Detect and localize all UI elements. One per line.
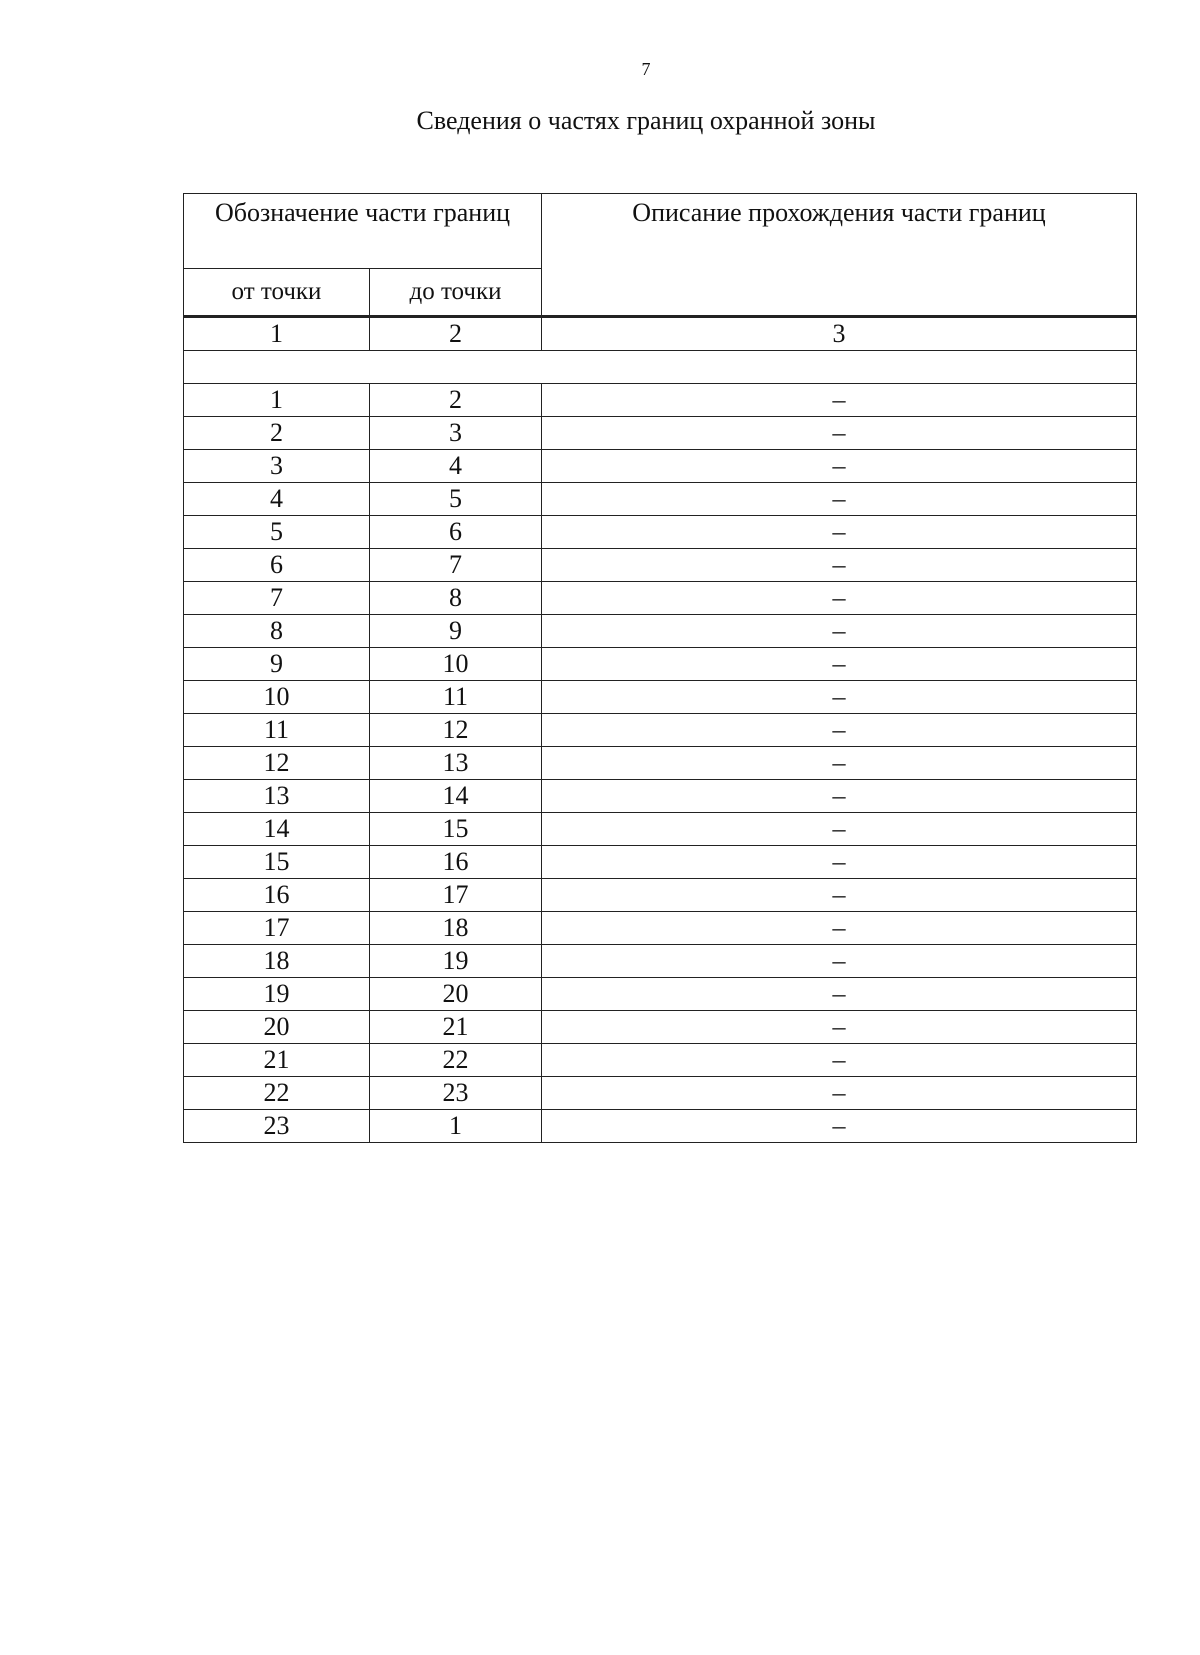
column-number: 3 <box>542 317 1137 351</box>
header-boundary-designation: Обозначение части границ <box>184 194 542 269</box>
cell-desc: – <box>542 615 1137 648</box>
cell-desc: – <box>542 648 1137 681</box>
blank-row <box>184 351 1137 384</box>
table-row <box>184 1044 1137 1077</box>
cell-desc: – <box>542 516 1137 549</box>
cell-desc: – <box>542 1110 1137 1143</box>
table-body <box>184 194 1137 1143</box>
cell-from: 14 <box>184 813 370 846</box>
table-row <box>184 648 1137 681</box>
table-row <box>184 450 1137 483</box>
table-row <box>184 978 1137 1011</box>
cell-desc: – <box>542 417 1137 450</box>
table-row <box>184 747 1137 780</box>
cell-from: 13 <box>184 780 370 813</box>
cell-desc: – <box>542 978 1137 1011</box>
cell-desc: – <box>542 813 1137 846</box>
table-row <box>184 846 1137 879</box>
cell-from: 3 <box>184 450 370 483</box>
cell-to: 10 <box>370 648 542 681</box>
cell-to: 8 <box>370 582 542 615</box>
cell-to: 13 <box>370 747 542 780</box>
cell-desc: – <box>542 1044 1137 1077</box>
cell-desc: – <box>542 846 1137 879</box>
cell-from: 4 <box>184 483 370 516</box>
table-row <box>184 714 1137 747</box>
column-number-row <box>184 317 1137 351</box>
cell-desc: – <box>542 384 1137 417</box>
table-row <box>184 1110 1137 1143</box>
cell-from: 11 <box>184 714 370 747</box>
cell-to: 1 <box>370 1110 542 1143</box>
cell-desc: – <box>542 582 1137 615</box>
table-row <box>184 384 1137 417</box>
cell-from: 8 <box>184 615 370 648</box>
cell-to: 7 <box>370 549 542 582</box>
cell-from: 21 <box>184 1044 370 1077</box>
table-row <box>184 549 1137 582</box>
cell-from: 9 <box>184 648 370 681</box>
cell-to: 16 <box>370 846 542 879</box>
cell-to: 21 <box>370 1011 542 1044</box>
cell-to: 18 <box>370 912 542 945</box>
cell-desc: – <box>542 1077 1137 1110</box>
cell-to: 15 <box>370 813 542 846</box>
blank-cell <box>184 351 1137 384</box>
table-row <box>184 1077 1137 1110</box>
cell-from: 12 <box>184 747 370 780</box>
table-row <box>184 780 1137 813</box>
table-row <box>184 483 1137 516</box>
table-row <box>184 417 1137 450</box>
cell-desc: – <box>542 747 1137 780</box>
cell-from: 15 <box>184 846 370 879</box>
cell-to: 3 <box>370 417 542 450</box>
cell-to: 6 <box>370 516 542 549</box>
cell-to: 12 <box>370 714 542 747</box>
cell-to: 19 <box>370 945 542 978</box>
cell-to: 14 <box>370 780 542 813</box>
table-row <box>184 615 1137 648</box>
cell-to: 22 <box>370 1044 542 1077</box>
cell-to: 17 <box>370 879 542 912</box>
boundary-parts-table <box>183 193 1137 1143</box>
document-title: Сведения о частях границ охранной зоны <box>416 106 876 135</box>
cell-to: 5 <box>370 483 542 516</box>
cell-from: 10 <box>184 681 370 714</box>
cell-from: 18 <box>184 945 370 978</box>
cell-desc: – <box>542 1011 1137 1044</box>
cell-from: 5 <box>184 516 370 549</box>
cell-from: 17 <box>184 912 370 945</box>
cell-from: 22 <box>184 1077 370 1110</box>
cell-from: 1 <box>184 384 370 417</box>
cell-from: 20 <box>184 1011 370 1044</box>
cell-desc: – <box>542 714 1137 747</box>
cell-to: 23 <box>370 1077 542 1110</box>
cell-desc: – <box>542 483 1137 516</box>
cell-desc: – <box>542 549 1137 582</box>
table-row <box>184 582 1137 615</box>
page-number: 7 <box>641 59 651 79</box>
column-number: 2 <box>370 317 542 351</box>
table-row <box>184 879 1137 912</box>
table-row <box>184 681 1137 714</box>
cell-from: 2 <box>184 417 370 450</box>
cell-from: 19 <box>184 978 370 1011</box>
table-row <box>184 1011 1137 1044</box>
cell-from: 16 <box>184 879 370 912</box>
cell-from: 23 <box>184 1110 370 1143</box>
cell-to: 2 <box>370 384 542 417</box>
column-number: 1 <box>184 317 370 351</box>
cell-from: 7 <box>184 582 370 615</box>
cell-from: 6 <box>184 549 370 582</box>
cell-desc: – <box>542 912 1137 945</box>
header-row <box>184 194 1137 269</box>
header-boundary-description: Описание прохождения части границ <box>542 194 1137 317</box>
cell-desc: – <box>542 879 1137 912</box>
cell-to: 4 <box>370 450 542 483</box>
cell-to: 11 <box>370 681 542 714</box>
cell-desc: – <box>542 780 1137 813</box>
table-row <box>184 912 1137 945</box>
header-to-point: до точки <box>370 269 542 317</box>
cell-desc: – <box>542 450 1137 483</box>
cell-to: 20 <box>370 978 542 1011</box>
header-from-point: от точки <box>184 269 370 317</box>
table-row <box>184 945 1137 978</box>
table-row <box>184 813 1137 846</box>
cell-to: 9 <box>370 615 542 648</box>
cell-desc: – <box>542 945 1137 978</box>
table-row <box>184 516 1137 549</box>
cell-desc: – <box>542 681 1137 714</box>
